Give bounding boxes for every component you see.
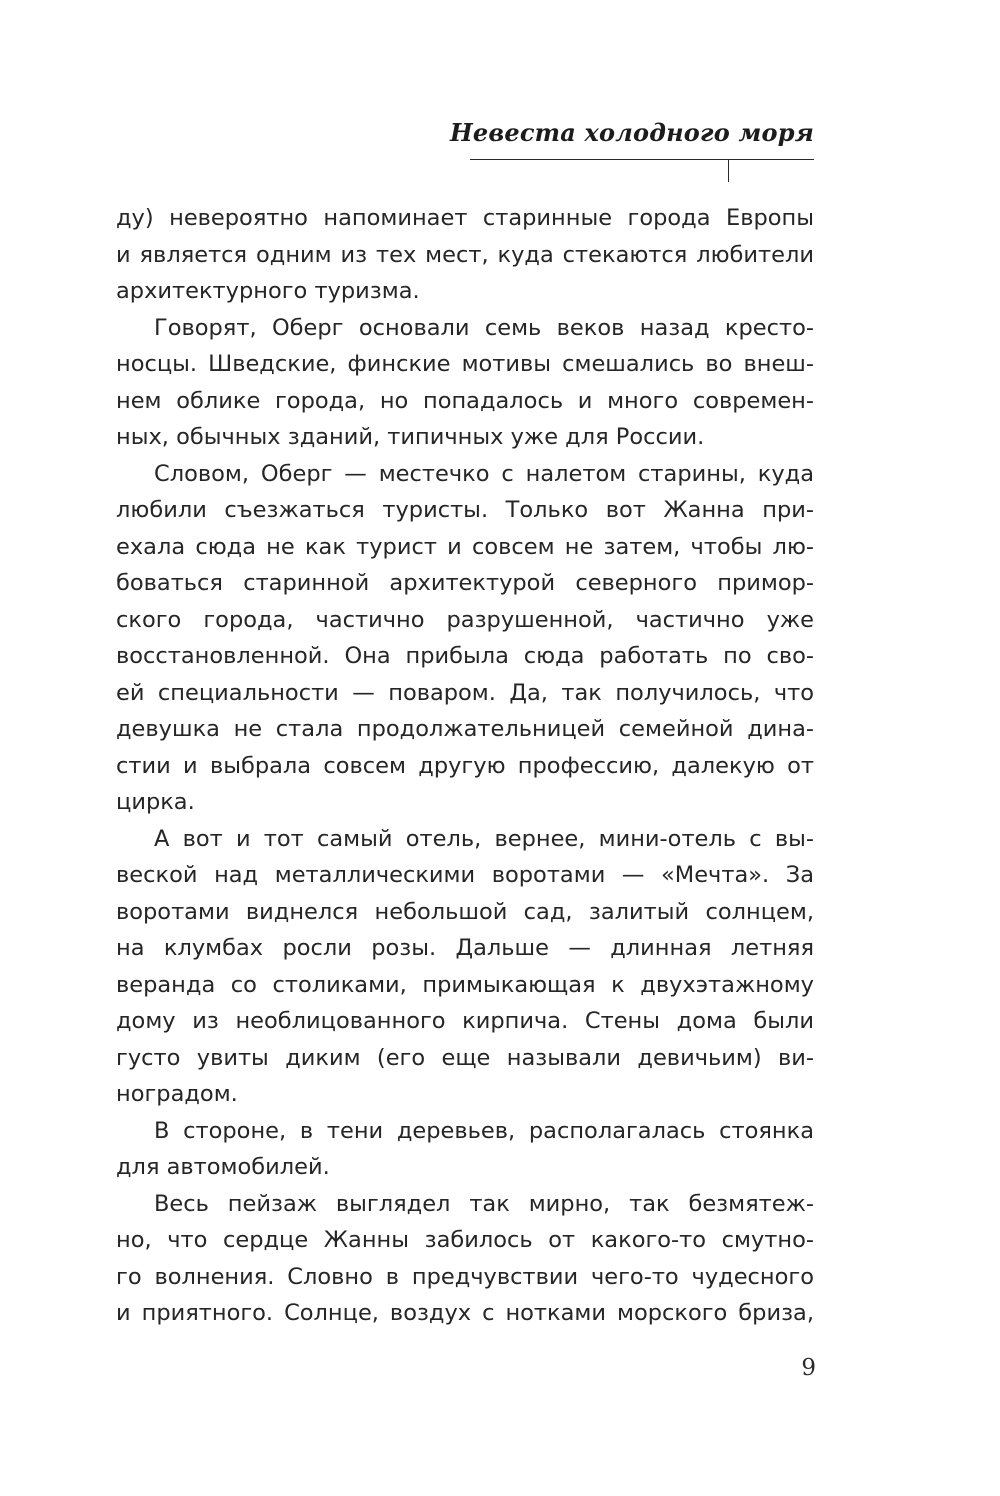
text-line: веской над металлическими воротами — «Мечта». За bbox=[116, 862, 814, 888]
body-text bbox=[116, 200, 814, 1332]
text-line: восстановленной. Она прибыла сюда работать по сво- bbox=[116, 643, 814, 669]
text-line: Весь пейзаж выглядел так мирно, так безмятеж- bbox=[154, 1190, 814, 1217]
text-line: но, что сердце Жанны забилось от какого-то смутно- bbox=[116, 1227, 814, 1253]
text-line: го волнения. Словно в предчувствии чего-то чудесного bbox=[116, 1263, 814, 1290]
header-rule bbox=[470, 159, 814, 160]
text-line: цирка. bbox=[116, 789, 195, 815]
text-line: В стороне, в тени деревьев, располагалась стоянка bbox=[154, 1117, 814, 1144]
header-tick bbox=[728, 160, 729, 182]
text-line: дому из необлицованного кирпича. Стены дома были bbox=[116, 1008, 814, 1034]
running-header-title: Невеста холодного моря bbox=[450, 118, 814, 147]
page-number: 9 bbox=[801, 1355, 816, 1381]
text-line: ноградом. bbox=[116, 1081, 238, 1107]
text-line: нем облике города, но попадалось и много современ- bbox=[116, 387, 814, 414]
text-line: ду) невероятно напоминает старинные города Европы bbox=[116, 205, 814, 231]
text-line: ского города, частично разрушенной, частично уже bbox=[116, 606, 814, 633]
text-line: ных, обычных зданий, типичных уже для России. bbox=[116, 424, 705, 450]
text-line: для автомобилей. bbox=[116, 1154, 330, 1180]
text-line: ехала сюда не как турист и совсем не затем, чтобы лю- bbox=[116, 533, 814, 560]
text-line: воротами виднелся небольшой сад, залитый солнцем, bbox=[116, 898, 814, 925]
text-line: и приятного. Солнце, воздух с нотками морского бриза, bbox=[116, 1300, 814, 1326]
text-line: на клумбах росли розы. Дальше — длинная летняя bbox=[116, 935, 814, 961]
text-line: боваться старинной архитектурой северного примор- bbox=[116, 570, 814, 596]
text-line: архитектурного туризма. bbox=[116, 278, 420, 304]
text-line: Словом, Оберг — местечко с налетом старины, куда bbox=[154, 460, 814, 487]
text-line: густо увиты диким (его еще называли девичьим) ви- bbox=[116, 1044, 814, 1071]
text-line: стии и выбрала совсем другую профессию, далекую от bbox=[116, 752, 814, 779]
text-line: любили съезжаться туристы. Только вот Жанна при- bbox=[116, 497, 814, 523]
text-line: носцы. Шведские, финские мотивы смешались во внеш- bbox=[116, 351, 814, 377]
text-line: девушка не стала продолжательницей семейной дина- bbox=[116, 716, 814, 742]
text-line: А вот и тот самый отель, вернее, мини-отель с вы- bbox=[154, 825, 814, 852]
text-line: Говорят, Оберг основали семь веков назад кресто- bbox=[154, 314, 814, 341]
text-line: и является одним из тех мест, куда стекаются любители bbox=[116, 241, 814, 268]
text-line: веранда со столиками, примыкающая к двухэтажному bbox=[116, 971, 814, 998]
text-line: ей специальности — поваром. Да, так получилось, что bbox=[116, 679, 814, 706]
